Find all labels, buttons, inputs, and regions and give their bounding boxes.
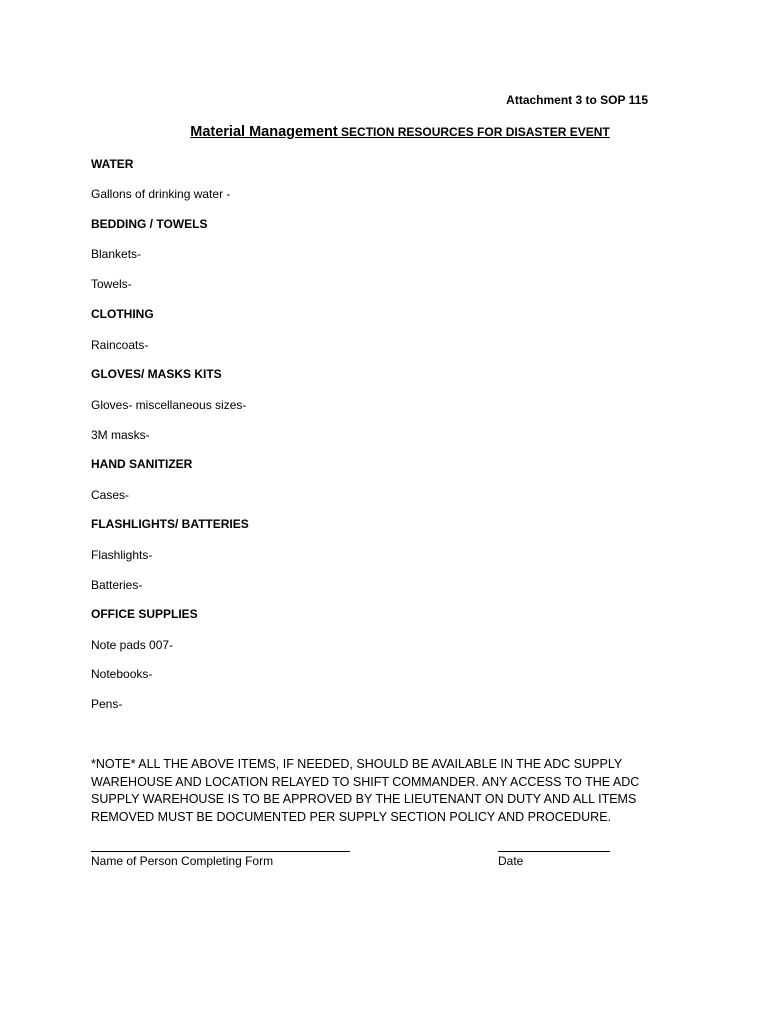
note-paragraph bbox=[91, 756, 671, 826]
section-heading-water: WATER bbox=[91, 157, 134, 171]
list-item: Notebooks- bbox=[91, 667, 153, 681]
list-item: Pens- bbox=[91, 697, 123, 711]
list-item: Towels- bbox=[91, 277, 132, 291]
list-item: Gloves- miscellaneous sizes- bbox=[91, 398, 247, 412]
note-line: SUPPLY WAREHOUSE IS TO BE APPROVED BY THE LIEUTENANT ON DUTY AND ALL ITEMS bbox=[91, 792, 637, 806]
title-rest: SECTION RESOURCES FOR DISASTER EVENT bbox=[337, 125, 610, 139]
name-label: Name of Person Completing Form bbox=[91, 854, 274, 868]
section-heading-bedding: BEDDING / TOWELS bbox=[91, 217, 208, 231]
note-line: *NOTE* ALL THE ABOVE ITEMS, IF NEEDED, SHOULD BE AVAILABLE IN THE ADC SUPPLY bbox=[91, 757, 623, 771]
list-item: Batteries- bbox=[91, 578, 143, 592]
note-line: WAREHOUSE AND LOCATION RELAYED TO SHIFT COMMANDER. ANY ACCESS TO THE ADC bbox=[91, 774, 640, 789]
date-label: Date bbox=[498, 854, 524, 868]
section-heading-clothing: CLOTHING bbox=[91, 307, 154, 321]
list-item: Blankets- bbox=[91, 247, 142, 261]
section-heading-office: OFFICE SUPPLIES bbox=[91, 607, 198, 621]
page-title bbox=[0, 123, 770, 141]
title-main: Material Management bbox=[190, 124, 338, 140]
list-item: Raincoats- bbox=[91, 338, 149, 352]
list-item: Note pads 007- bbox=[91, 638, 174, 652]
note-line: REMOVED MUST BE DOCUMENTED PER SUPPLY SECTION POLICY AND PROCEDURE. bbox=[91, 809, 612, 824]
section-heading-flashlights: FLASHLIGHTS/ BATTERIES bbox=[91, 517, 249, 531]
list-item: Flashlights- bbox=[91, 548, 153, 562]
attachment-label: Attachment 3 to SOP 115 bbox=[506, 93, 648, 107]
name-signature-line[interactable] bbox=[91, 851, 350, 852]
date-signature-line[interactable] bbox=[498, 851, 610, 852]
list-item: Gallons of drinking water - bbox=[91, 187, 231, 201]
list-item: 3M masks- bbox=[91, 428, 150, 442]
list-item: Cases- bbox=[91, 488, 130, 502]
section-heading-gloves: GLOVES/ MASKS KITS bbox=[91, 367, 222, 381]
section-heading-sanitizer: HAND SANITIZER bbox=[91, 457, 193, 471]
